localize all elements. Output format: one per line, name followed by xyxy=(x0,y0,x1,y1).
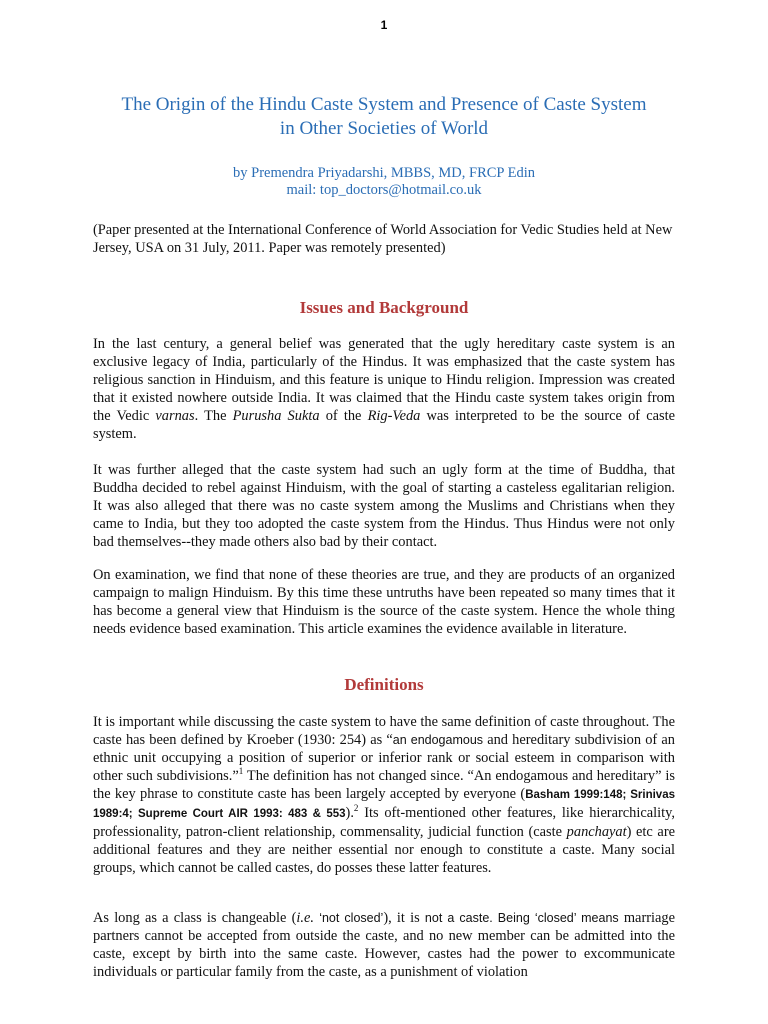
title-line-2: in Other Societies of World xyxy=(279,118,489,139)
phrase-not-a-caste: not a caste. Being ‘closed’ means xyxy=(424,911,619,925)
section-heading-issues: Issues and Background xyxy=(299,298,469,317)
term-ie: i.e. xyxy=(296,910,314,926)
quote-not-closed: ‘not closed’ xyxy=(319,911,384,925)
author-block xyxy=(0,165,768,199)
footnote-1: 1 xyxy=(238,766,244,777)
title-line-1: The Origin of the Hindu Caste System and Presence of Caste System xyxy=(121,94,647,115)
term-rig-veda: Rig-Veda xyxy=(367,408,421,424)
page-number: 1 xyxy=(380,18,388,32)
section-heading-definitions: Definitions xyxy=(344,675,424,694)
paragraph-3: On examination, we find that none of these theories are true, and they are products of an organized campaign to malign Hinduism. By this time these untruths have been repeated so many times that it has become a general view that Hinduism is the source of the caste system. Hence the whole thing needs evidence based examination. This article examines the evidence available in literature. xyxy=(93,567,675,637)
footnote-2: 2 xyxy=(353,803,359,814)
conference-note: (Paper presented at the International Conference of World Association for Vedic Studies held at New Jersey, USA on 31 July, 2011. Paper was remotely presented) xyxy=(93,222,673,256)
quote-endogamous: an endogamous xyxy=(392,733,484,747)
paragraph-4: It is important while discussing the caste system to have the same definition of caste throughout. The caste has been defined by Kroeber (1930: 254) as “an endogamous and hereditary subdivision of an ethnic unit occupying a position of superior or inferior rank or social esteem in comparison with other such subdivisions.”$^1$ The definition has not changed since. “An endogamous and hereditary” is the key phrase to constitute caste has been largely accepted by everyone (Basham 1999:148; Srinivas 1989:4; Supreme Court AIR 1993: 483 & 553).$^2$ Its oft-mentioned other features, like hierarchicality, professionality, patron-client relationship, commensality, judicial function (caste panchayat) etc are additional features and they are neither essential nor enough to constitute a caste. Many social groups, which cannot be called castes, do posses these latter features. xyxy=(93,714,676,876)
paragraph-1: In the last century, a general belief was generated that the ugly hereditary caste system is an exclusive legacy of India, particularly of the Hindus. It was emphasized that the caste system has religious sanction in Hinduism, and this feature is unique to Hindu religion. Impression was created that it existed nowhere outside India. It was claimed that the Hindu caste system takes origin from the Vedic varnas. The Purusha Sukta of the Rig-Veda was interpreted to be the source of caste system. xyxy=(93,336,675,442)
paragraph-5: As long as a class is changeable (i.e. ‘not closed’), it is not a caste. Being ‘closed’ means marriage partners cannot be accepted from outside the caste, and no new member can be admitted into the caste, except by birth into the same caste. However, castes had the power to excommunicate individuals or particular family from the caste, as a punishment of violation xyxy=(93,910,676,980)
term-varnas: varnas xyxy=(155,408,195,424)
author-line: by Premendra Priyadarshi, MBBS, MD, FRCP Edin xyxy=(233,165,535,181)
paper-title xyxy=(60,93,708,141)
email-line: mail: top_doctors@hotmail.co.uk xyxy=(286,182,482,198)
term-panchayat: panchayat xyxy=(566,824,627,840)
citation-refs: Basham 1999:148; Srinivas 1989:4; Supreme Court AIR 1993: 483 & 553 xyxy=(93,789,675,820)
paragraph-2: It was further alleged that the caste system had such an ugly form at the time of Buddha, that Buddha decided to rebel against Hinduism, with the goal of starting a casteless egalitarian religion. It was also alleged that there was no caste system among the Muslims and Christians when they came to India, but they too adopted the caste system from the Hindus. Thus Hindus were not only bad themselves--they made others also bad by their contact. xyxy=(93,462,675,550)
term-purusha-sukta: Purusha Sukta xyxy=(232,408,320,424)
